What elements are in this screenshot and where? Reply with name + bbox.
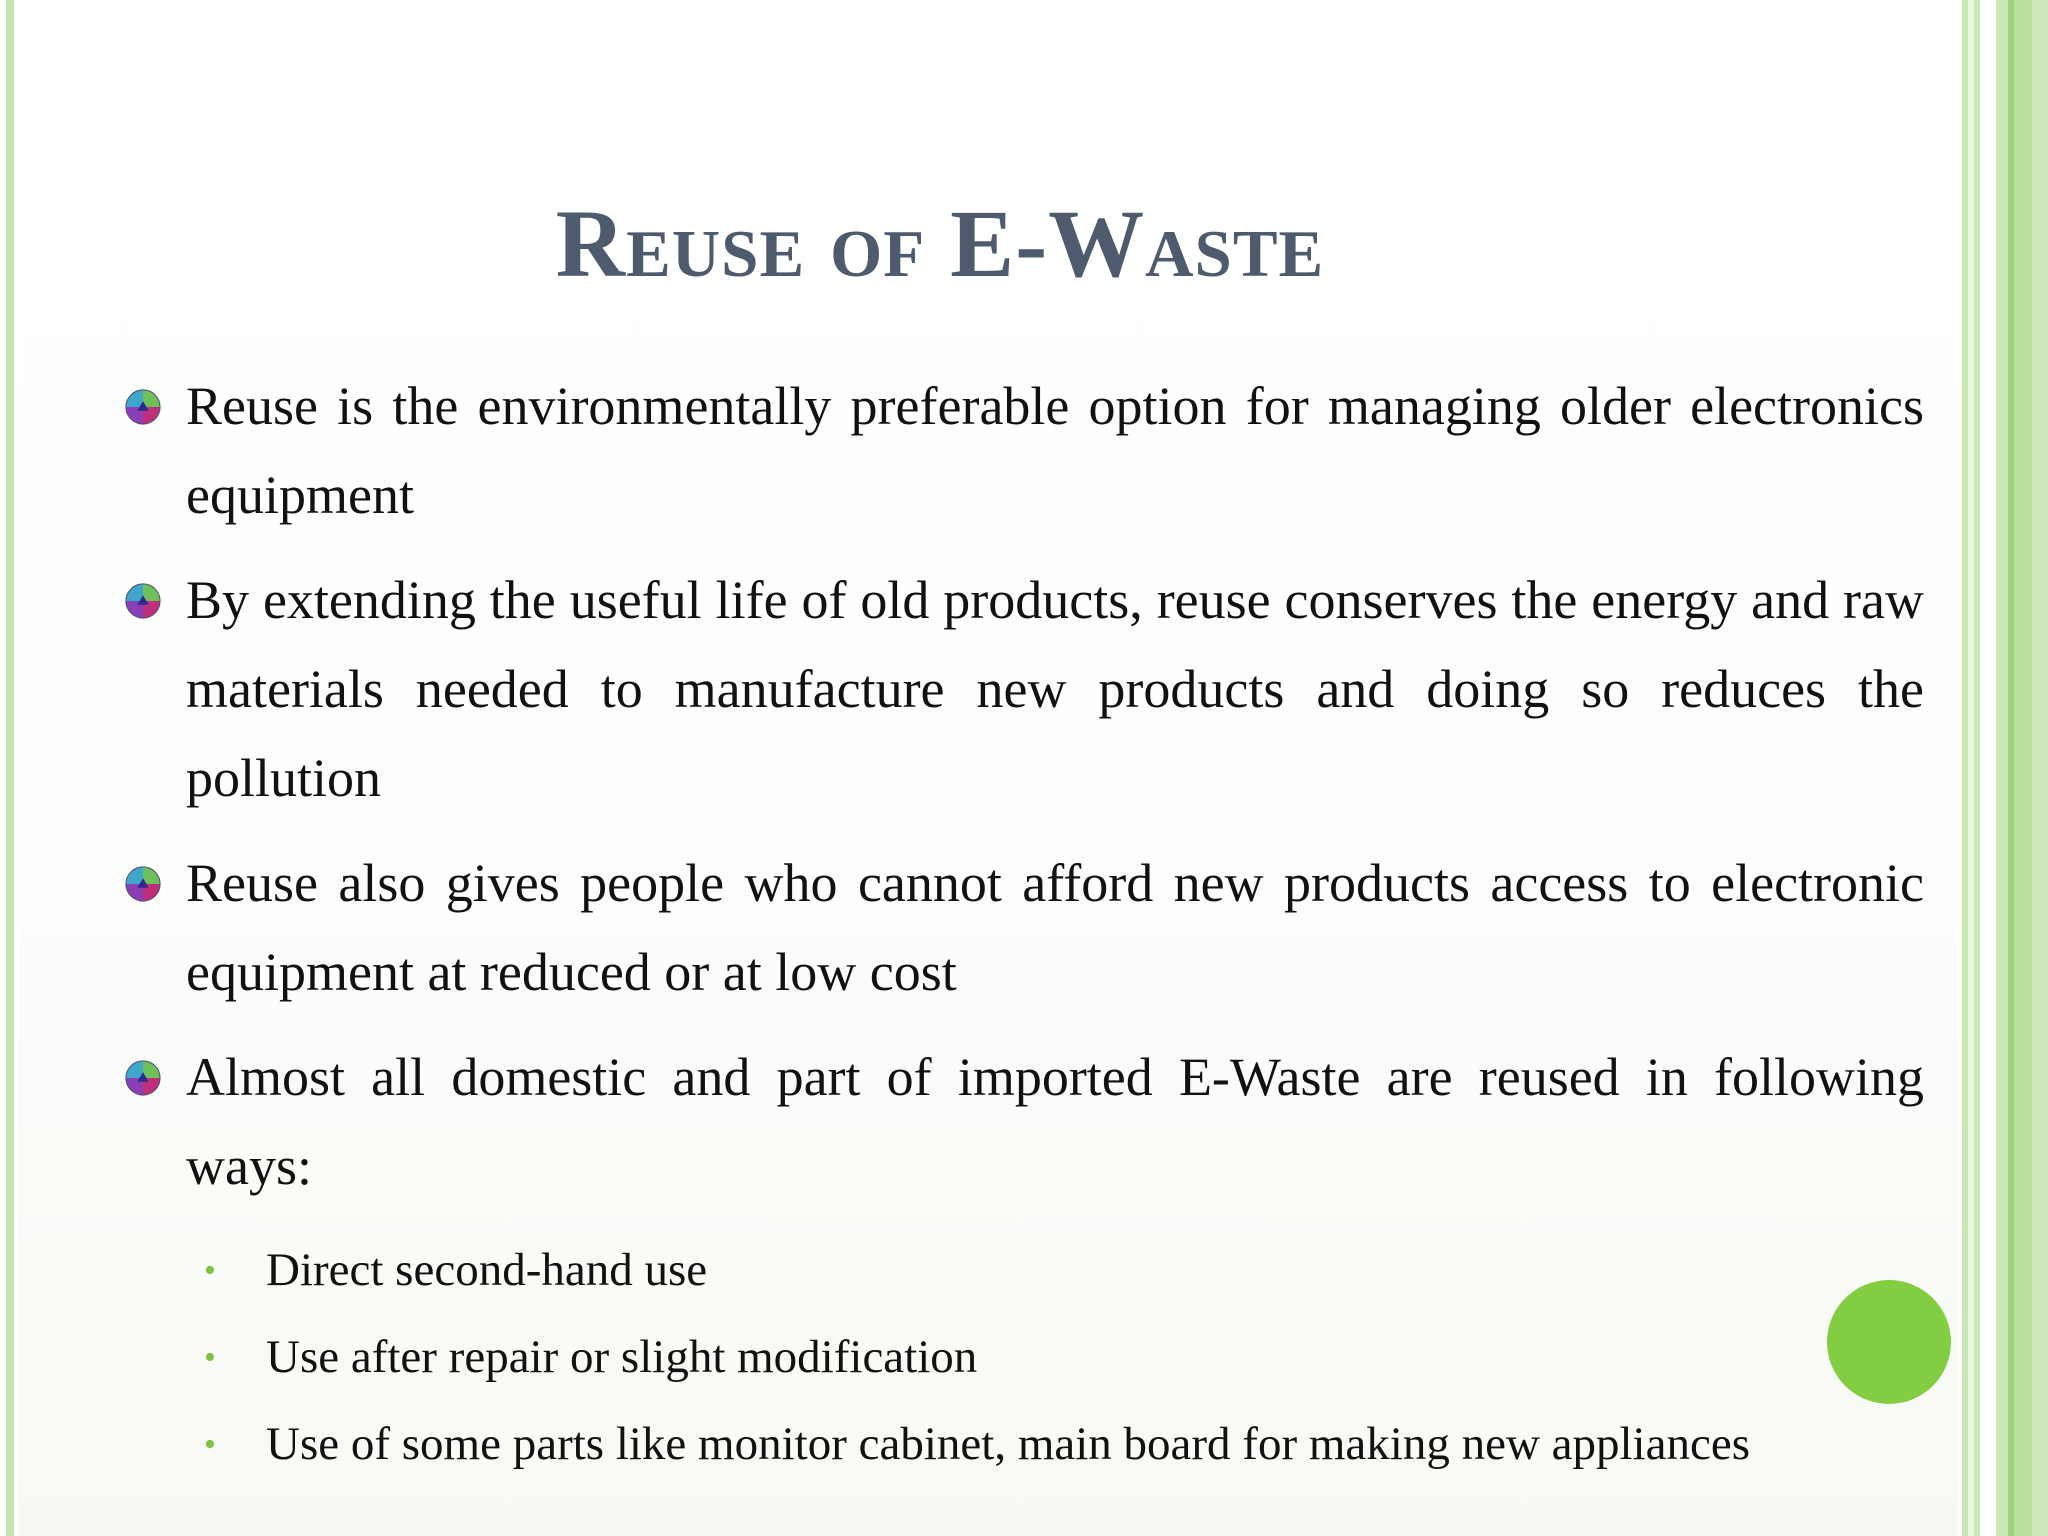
sub-bullet-item [202, 1227, 1924, 1314]
bullet-item [124, 1033, 1924, 1211]
sub-bullet-text: Use of some parts like monitor cabinet, main board for making new appliances [266, 1418, 1750, 1470]
right-border-decoration [1958, 0, 2048, 1536]
bullet-item [124, 839, 1924, 1017]
multicolor-sphere-icon [124, 582, 162, 620]
slide-title: Reuse of E-Waste [555, 190, 1325, 297]
bullet-text: By extending the useful life of old products, reuse conserves the energy and raw materials needed to manufacture new products and doing so reduces the pollution [186, 570, 1924, 808]
green-dot-icon: • [204, 1252, 216, 1289]
sub-bullet-item [202, 1314, 1924, 1401]
green-circle-decoration [1827, 1280, 1951, 1404]
bullet-text: Reuse is the environmentally preferable option for managing older electronics equipment [186, 376, 1924, 525]
sub-bullet-text: Use after repair or slight modification [266, 1331, 978, 1383]
bullet-text: Reuse also gives people who cannot afford new products access to electronic equipment at reduced or at low cost [186, 853, 1924, 1002]
bullet-text: Almost all domestic and part of imported E-Waste are reused in following ways: [186, 1047, 1924, 1196]
multicolor-sphere-icon [124, 388, 162, 426]
green-dot-icon: • [204, 1426, 216, 1463]
green-dot-icon: • [204, 1339, 216, 1376]
multicolor-sphere-icon [124, 865, 162, 903]
sub-bullet-list [124, 1227, 1924, 1488]
sub-bullet-text: Direct second-hand use [266, 1244, 708, 1296]
slide-content [124, 362, 1924, 1488]
sub-bullet-item [202, 1401, 1924, 1488]
bullet-item [124, 362, 1924, 540]
multicolor-sphere-icon [124, 1059, 162, 1097]
bullet-item [124, 556, 1924, 823]
